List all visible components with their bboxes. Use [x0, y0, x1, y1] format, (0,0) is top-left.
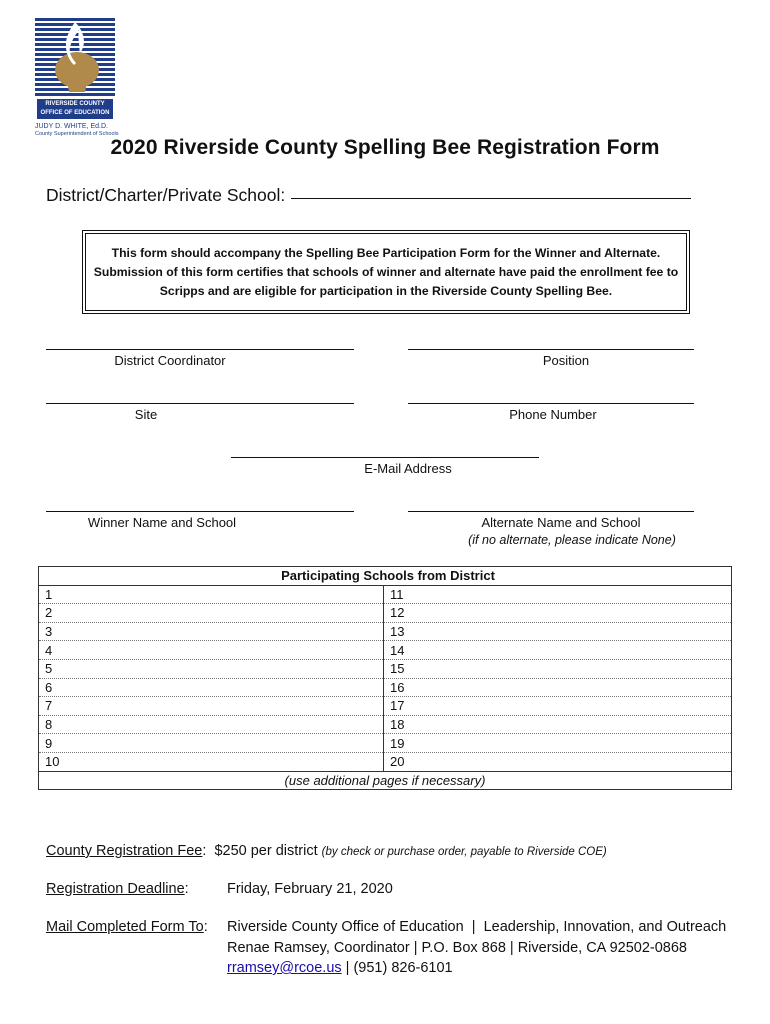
superintendent-role: County Superintendent of Schools — [35, 131, 119, 137]
badge-line-2: OFFICE OF EDUCATION — [40, 110, 110, 116]
deadline-value: Friday, February 21, 2020 — [227, 881, 393, 897]
school-cell[interactable]: 2 — [39, 604, 384, 623]
school-cell[interactable]: 14 — [384, 641, 732, 660]
table-footer-row — [39, 771, 732, 790]
mail-label: Mail Completed Form To — [46, 919, 204, 935]
email-line[interactable] — [231, 457, 539, 458]
phone-line[interactable] — [408, 403, 694, 404]
mail-line-1: Riverside County Office of Education | Leadership, Innovation, and Outreach — [227, 919, 727, 935]
deadline-row: Registration Deadline: — [46, 881, 189, 897]
winner-label: Winner Name and School — [87, 515, 237, 530]
school-cell[interactable]: 19 — [384, 734, 732, 753]
email-label: E-Mail Address — [364, 461, 452, 476]
position-line[interactable] — [408, 349, 694, 350]
alternate-label: Alternate Name and School — [481, 515, 641, 530]
table-row — [39, 659, 732, 678]
badge-line-1: RIVERSIDE COUNTY — [45, 101, 105, 107]
district-coordinator-label: District Coordinator — [114, 353, 226, 368]
position-label: Position — [542, 353, 590, 368]
school-cell[interactable]: 7 — [39, 697, 384, 716]
school-cell[interactable]: 4 — [39, 641, 384, 660]
school-cell[interactable]: 10 — [39, 752, 384, 771]
table-row — [39, 585, 732, 604]
participating-schools-table — [38, 566, 732, 790]
school-field[interactable] — [46, 185, 691, 206]
table-row — [39, 604, 732, 623]
table-footer: (use additional pages if necessary) — [39, 771, 732, 790]
school-label: District/Charter/Private School: — [46, 185, 286, 205]
site-label: Site — [134, 407, 158, 422]
winner-line[interactable] — [46, 511, 354, 512]
notice-box — [82, 230, 690, 314]
alternate-line[interactable] — [408, 511, 694, 512]
school-cell[interactable]: 5 — [39, 659, 384, 678]
school-cell[interactable]: 11 — [384, 585, 732, 604]
table-row — [39, 697, 732, 716]
school-cell[interactable]: 9 — [39, 734, 384, 753]
school-cell[interactable]: 6 — [39, 678, 384, 697]
table-header: Participating Schools from District — [39, 567, 732, 586]
mail-line-2: Renae Ramsey, Coordinator | P.O. Box 868 | Riverside, CA 92502-0868 — [227, 940, 687, 956]
table-row — [39, 622, 732, 641]
table-row — [39, 641, 732, 660]
phone-label: Phone Number — [509, 407, 597, 422]
table-row — [39, 715, 732, 734]
superintendent-name: JUDY D. WHITE, Ed.D. — [35, 123, 108, 130]
school-cell[interactable]: 3 — [39, 622, 384, 641]
deadline-label: Registration Deadline — [46, 881, 185, 897]
fee-row: County Registration Fee: $250 per district (by check or purchase order, payable to Riverside COE) — [46, 843, 607, 859]
school-cell[interactable]: 20 — [384, 752, 732, 771]
district-coordinator-line[interactable] — [46, 349, 354, 350]
rcoe-logo — [35, 18, 119, 138]
table-header-row — [39, 567, 732, 586]
school-cell[interactable]: 16 — [384, 678, 732, 697]
mail-row: Mail Completed Form To: — [46, 919, 208, 935]
table-row — [39, 734, 732, 753]
school-cell[interactable]: 1 — [39, 585, 384, 604]
torch-logo-icon — [35, 18, 115, 96]
school-cell[interactable]: 18 — [384, 715, 732, 734]
site-line[interactable] — [46, 403, 354, 404]
fee-note: (by check or purchase order, payable to Riverside COE) — [321, 846, 607, 858]
mail-line-3 — [227, 960, 453, 976]
alternate-note: (if no alternate, please indicate None) — [468, 533, 676, 547]
email-link[interactable]: rramsey@rcoe.us — [227, 960, 342, 976]
notice-text: This form should accompany the Spelling Bee Participation Form for the Winner and Alternate. Submission of this form certifies that schools of winner and alternate have paid the enrollment fee to Scripps and are eligible for participation in the Riverside County Spelling Bee. — [93, 245, 679, 298]
school-cell[interactable]: 17 — [384, 697, 732, 716]
fee-label: County Registration Fee — [46, 843, 203, 859]
fee-amount: $250 per district — [214, 843, 318, 859]
rcoe-badge — [37, 99, 113, 119]
school-cell[interactable]: 13 — [384, 622, 732, 641]
school-cell[interactable]: 12 — [384, 604, 732, 623]
table-row — [39, 678, 732, 697]
school-input-line[interactable] — [291, 198, 691, 199]
mail-phone: | (951) 826-6101 — [341, 960, 453, 976]
school-cell[interactable]: 8 — [39, 715, 384, 734]
page-title: 2020 Riverside County Spelling Bee Registration Form — [110, 136, 660, 159]
school-cell[interactable]: 15 — [384, 659, 732, 678]
table-row — [39, 752, 732, 771]
